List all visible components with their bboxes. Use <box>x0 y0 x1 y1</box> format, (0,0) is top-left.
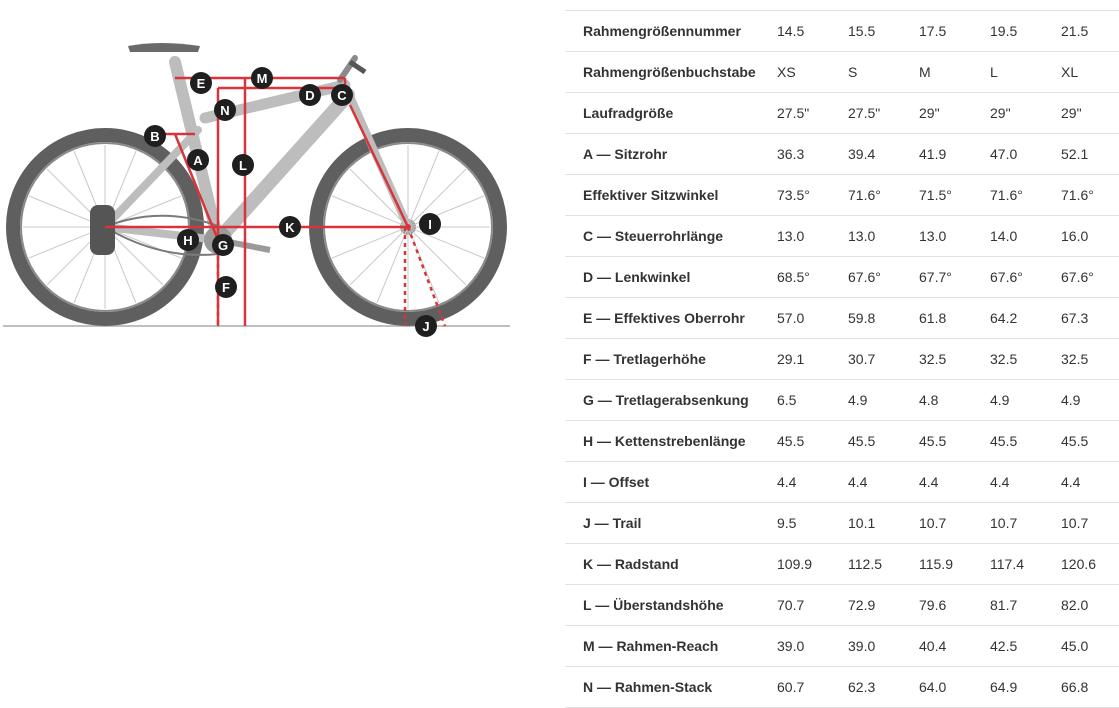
cell-value: 27.5" <box>846 93 917 134</box>
marker-m <box>251 67 273 89</box>
cell-value: 4.4 <box>988 462 1059 503</box>
table-row-frame-size-number <box>565 11 1119 52</box>
cell-value: XL <box>1059 52 1119 93</box>
cell-value: 9.5 <box>775 503 846 544</box>
cell-value: 39.0 <box>846 626 917 667</box>
row-label: F — Tretlagerhöhe <box>565 339 775 380</box>
cell-value: 30.7 <box>846 339 917 380</box>
cell-value: 82.0 <box>1059 585 1119 626</box>
table-row <box>565 544 1119 585</box>
cell-value: 29" <box>988 93 1059 134</box>
cell-value: 36.3 <box>775 134 846 175</box>
size-value: 19.5 <box>988 11 1059 52</box>
cell-value: 79.6 <box>917 585 988 626</box>
size-value: 21.5 <box>1059 11 1119 52</box>
svg-text:F: F <box>222 280 230 295</box>
row-label: Rahmengrößenbuchstabe <box>565 52 775 93</box>
row-label: D — Lenkwinkel <box>565 257 775 298</box>
table-row <box>565 667 1119 708</box>
cell-value: 59.8 <box>846 298 917 339</box>
cell-value: 29.1 <box>775 339 846 380</box>
cell-value: 64.2 <box>988 298 1059 339</box>
cell-value: 67.3 <box>1059 298 1119 339</box>
cell-value: 45.5 <box>775 421 846 462</box>
cell-value: 32.5 <box>1059 339 1119 380</box>
cell-value: 13.0 <box>846 216 917 257</box>
cell-value: 112.5 <box>846 544 917 585</box>
svg-text:C: C <box>337 88 347 103</box>
table-row <box>565 93 1119 134</box>
bike-geometry-diagram <box>0 0 520 345</box>
cell-value: 4.8 <box>917 380 988 421</box>
cell-value: 73.5° <box>775 175 846 216</box>
size-value: 17.5 <box>917 11 988 52</box>
cell-value: 10.7 <box>1059 503 1119 544</box>
cell-value: L <box>988 52 1059 93</box>
cell-value: 6.5 <box>775 380 846 421</box>
cell-value: 32.5 <box>988 339 1059 380</box>
svg-text:J: J <box>422 319 430 334</box>
cell-value: 4.4 <box>846 462 917 503</box>
cell-value: 60.7 <box>775 667 846 708</box>
cell-value: 4.4 <box>775 462 846 503</box>
table-row <box>565 462 1119 503</box>
cell-value: 4.9 <box>988 380 1059 421</box>
cell-value: 32.5 <box>917 339 988 380</box>
bike-illustration <box>0 0 520 345</box>
cell-value: 4.9 <box>846 380 917 421</box>
table-row <box>565 585 1119 626</box>
cell-value: 13.0 <box>775 216 846 257</box>
cell-value: 71.6° <box>988 175 1059 216</box>
svg-text:A: A <box>193 153 203 168</box>
marker-j <box>415 315 437 337</box>
row-label: A — Sitzrohr <box>565 134 775 175</box>
cell-value: 64.9 <box>988 667 1059 708</box>
svg-text:G: G <box>217 238 229 253</box>
cell-value: 45.0 <box>1059 626 1119 667</box>
row-label: Effektiver Sitzwinkel <box>565 175 775 216</box>
cell-value: 109.9 <box>775 544 846 585</box>
marker-l <box>232 154 254 176</box>
cell-value: 4.4 <box>917 462 988 503</box>
cell-value: 47.0 <box>988 134 1059 175</box>
cell-value: 52.1 <box>1059 134 1119 175</box>
cell-value: 70.7 <box>775 585 846 626</box>
marker-n <box>214 99 236 121</box>
table-row <box>565 216 1119 257</box>
marker-f <box>215 276 237 298</box>
svg-text:N: N <box>220 103 230 118</box>
cell-value: XS <box>775 52 846 93</box>
svg-text:I: I <box>428 217 432 232</box>
cell-value: 14.0 <box>988 216 1059 257</box>
table-row <box>565 134 1119 175</box>
cell-value: 57.0 <box>775 298 846 339</box>
row-label: C — Steuerrohrlänge <box>565 216 775 257</box>
svg-text:K: K <box>285 220 295 235</box>
cell-value: 41.9 <box>917 134 988 175</box>
cell-value: 67.6° <box>1059 257 1119 298</box>
svg-text:B: B <box>150 129 160 144</box>
cell-value: 4.4 <box>1059 462 1119 503</box>
cell-value: 66.8 <box>1059 667 1119 708</box>
row-label: L — Überstandshöhe <box>565 585 775 626</box>
marker-d <box>299 84 321 106</box>
cell-value: 71.6° <box>846 175 917 216</box>
cell-value: 67.7° <box>917 257 988 298</box>
marker-e <box>190 72 212 94</box>
cell-value: M <box>917 52 988 93</box>
cell-value: 68.5° <box>775 257 846 298</box>
size-value: 15.5 <box>846 11 917 52</box>
table-row <box>565 52 1119 93</box>
svg-text:H: H <box>183 233 193 248</box>
marker-c <box>331 84 353 106</box>
cell-value: 42.5 <box>988 626 1059 667</box>
cell-value: 71.5° <box>917 175 988 216</box>
cell-value: 61.8 <box>917 298 988 339</box>
geometry-table <box>565 10 1119 708</box>
cell-value: 16.0 <box>1059 216 1119 257</box>
cell-value: 45.5 <box>917 421 988 462</box>
cell-value: 67.6° <box>988 257 1059 298</box>
cell-value: 40.4 <box>917 626 988 667</box>
svg-text:D: D <box>305 88 315 103</box>
marker-b <box>144 125 166 147</box>
row-label: E — Effektives Oberrohr <box>565 298 775 339</box>
cell-value: 45.5 <box>846 421 917 462</box>
cell-value: 120.6 <box>1059 544 1119 585</box>
cell-value: 39.4 <box>846 134 917 175</box>
cell-value: 39.0 <box>775 626 846 667</box>
row-label: M — Rahmen-Reach <box>565 626 775 667</box>
row-label: H — Kettenstrebenlänge <box>565 421 775 462</box>
marker-k <box>279 216 301 238</box>
svg-text:L: L <box>239 158 247 173</box>
cell-value: S <box>846 52 917 93</box>
cell-value: 71.6° <box>1059 175 1119 216</box>
cell-value: 64.0 <box>917 667 988 708</box>
svg-text:M: M <box>256 71 268 86</box>
cell-value: 67.6° <box>846 257 917 298</box>
cell-value: 13.0 <box>917 216 988 257</box>
table-row <box>565 503 1119 544</box>
row-label: K — Radstand <box>565 544 775 585</box>
marker-g <box>212 234 234 256</box>
cell-value: 45.5 <box>1059 421 1119 462</box>
table-row <box>565 380 1119 421</box>
cell-value: 27.5" <box>775 93 846 134</box>
size-value: 14.5 <box>775 11 846 52</box>
row-label: I — Offset <box>565 462 775 503</box>
row-label: J — Trail <box>565 503 775 544</box>
table-row <box>565 257 1119 298</box>
row-label: N — Rahmen-Stack <box>565 667 775 708</box>
cell-value: 115.9 <box>917 544 988 585</box>
marker-h <box>177 229 199 251</box>
marker-i <box>419 213 441 235</box>
cell-value: 10.7 <box>988 503 1059 544</box>
cell-value: 81.7 <box>988 585 1059 626</box>
cell-value: 29" <box>917 93 988 134</box>
table-row <box>565 298 1119 339</box>
table-row <box>565 339 1119 380</box>
cell-value: 117.4 <box>988 544 1059 585</box>
cell-value: 10.7 <box>917 503 988 544</box>
cell-value: 45.5 <box>988 421 1059 462</box>
row-label: Laufradgröße <box>565 93 775 134</box>
cell-value: 4.9 <box>1059 380 1119 421</box>
svg-text:E: E <box>196 76 206 91</box>
table-row <box>565 175 1119 216</box>
cell-value: 62.3 <box>846 667 917 708</box>
cell-value: 72.9 <box>846 585 917 626</box>
row-label: Rahmengrößennummer <box>565 11 775 52</box>
table-row <box>565 421 1119 462</box>
cell-value: 10.1 <box>846 503 917 544</box>
table-row <box>565 626 1119 667</box>
marker-a <box>187 149 209 171</box>
row-label: G — Tretlagerabsenkung <box>565 380 775 421</box>
cell-value: 29" <box>1059 93 1119 134</box>
